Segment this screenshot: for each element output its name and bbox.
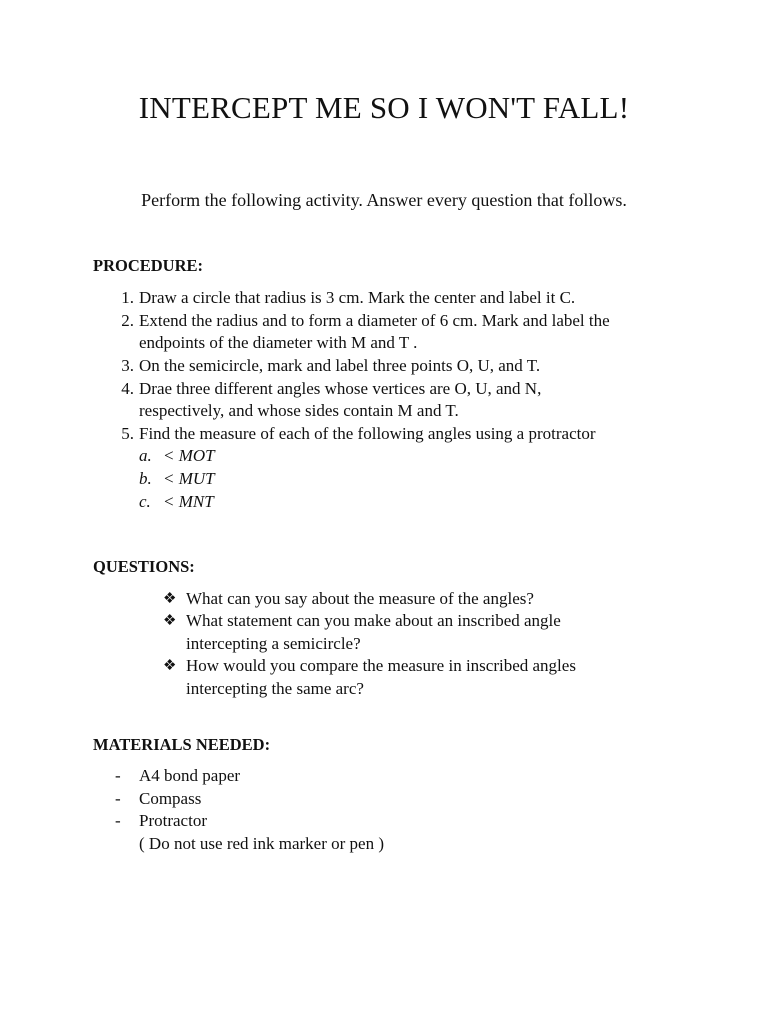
step-number: 1. [121,288,134,307]
question-text: What statement can you make about an inscribed angle [186,611,561,630]
step-number: 2. [121,311,134,330]
step-number: 3. [121,356,134,375]
dash-bullet: - [115,766,121,785]
materials-heading: MATERIALS NEEDED: [93,735,271,754]
diamond-bullet-icon: ❖ [163,613,177,629]
step-text: respectively, and whose sides contain M and T. [139,401,459,420]
dash-bullet: - [115,811,121,830]
material-text: A4 bond paper [139,766,241,785]
step-text: Extend the radius and to form a diameter of 6 cm. Mark and label the [139,311,610,330]
step-number: 4. [121,379,134,398]
question-text: How would you compare the measure in inscribed angles [186,656,576,675]
step-text: endpoints of the diameter with M and T . [139,333,418,352]
diamond-bullet-icon: ❖ [163,591,177,607]
note-text: ( Do not use red ink marker or pen ) [139,834,385,853]
step-text: Draw a circle that radius is 3 cm. Mark the center and label it C. [139,288,576,307]
material-text: Protractor [139,811,207,830]
sub-item-angle: < MNT [163,492,214,511]
sub-item-angle: < MUT [163,469,215,488]
material-text: Compass [139,789,202,808]
sub-item-letter: b. [139,469,152,488]
question-text: What can you say about the measure of the angles? [186,589,534,608]
sub-item-letter: a. [139,446,152,465]
questions-heading: QUESTIONS: [93,557,195,576]
question-text: intercepting the same arc? [186,679,364,698]
step-number: 5. [121,424,134,443]
step-text: Drae three different angles whose vertices are O, U, and N, [139,379,542,398]
intro-instruction: Perform the following activity. Answer every question that follows. [141,190,627,210]
sub-item-angle: < MOT [163,446,215,465]
question-text: intercepting a semicircle? [186,634,361,653]
procedure-heading: PROCEDURE: [93,256,203,275]
page-title: INTERCEPT ME SO I WON'T FALL! [138,90,630,125]
step-text: On the semicircle, mark and label three points O, U, and T. [139,356,541,375]
diamond-bullet-icon: ❖ [163,658,177,674]
step-text: Find the measure of each of the following angles using a protractor [139,424,596,443]
dash-bullet: - [115,789,121,808]
sub-item-letter: c. [139,492,151,511]
